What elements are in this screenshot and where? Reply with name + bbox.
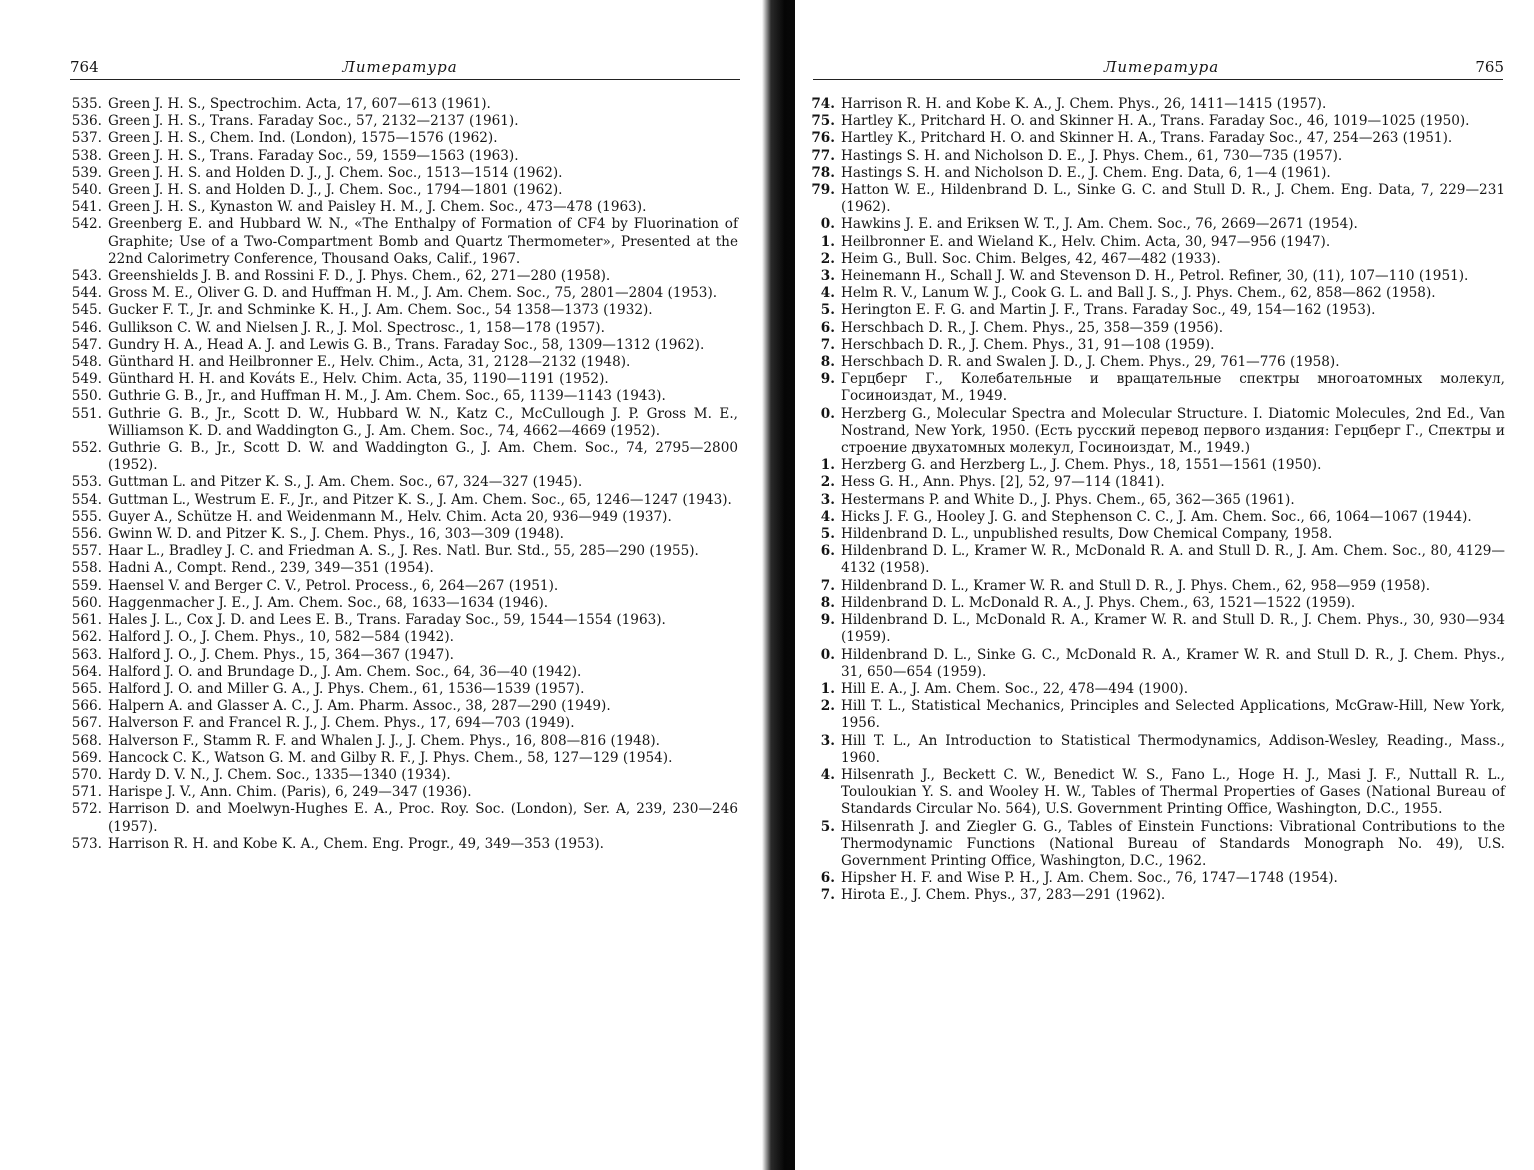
reference-number: 566. [71,698,102,715]
reference-number: 79. [811,182,835,199]
reference-text: Gundry H. A., Head A. J. and Lewis G. B., Trans. Faraday Soc., 58, 1309—1312 (1962). [108,336,705,353]
reference-number: 551. [71,405,102,422]
reference-text: Greenshields J. B. and Rossini F. D., J. Phys. Chem., 62, 271—280 (1958). [108,268,611,285]
reference-number: 571. [71,784,102,801]
reference-text: Hipsher H. F. and Wise P. H., J. Am. Chem. Soc., 76, 1747—1748 (1954). [841,870,1338,887]
reference-number: 4. [820,766,835,783]
reference-number: 7. [820,887,835,904]
reference-text: Harrison R. H. and Kobe K. A., Chem. Eng. Progr., 49, 349—353 (1953). [108,835,604,852]
reference-text: Haar L., Bradley J. C. and Friedman A. S., J. Res. Natl. Bur. Std., 55, 285—290 (1955). [108,543,699,560]
reference-text: Guthrie G. B., Jr., Scott D. W. and Waddington G., J. Am. Chem. Soc., 74, 2795—2800 (1952). [108,440,738,474]
reference-number: 1. [820,680,835,697]
reference-entry [803,543,1505,577]
reference-text: Hill T. L., Statistical Mechanics, Principles and Selected Applications, McGraw-Hill, New York, 1956. [841,698,1505,732]
reference-number: 543. [71,268,102,285]
reference-number: 545. [71,302,102,319]
reference-number: 7. [820,577,835,594]
reference-text: Hildenbrand D. L. McDonald R. A., J. Phys. Chem., 63, 1521—1522 (1959). [841,594,1356,611]
header-rule [813,79,1503,80]
reference-entry [66,629,738,646]
reference-entry [803,681,1505,698]
reference-entry [66,182,738,199]
reference-entry [66,578,738,595]
reference-text: Gullikson C. W. and Nielsen J. R., J. Mol. Spectrosc., 1, 158—178 (1957). [108,319,605,336]
reference-entry [66,681,738,698]
reference-number: 1. [820,457,835,474]
reference-entry [803,526,1505,543]
reference-text: Halverson F. and Francel R. J., J. Chem. Phys., 17, 694—703 (1949). [108,715,575,732]
reference-text: Герцберг Г., Колебательные и вращательные спектры многоатомных молекул, Госиноиздат, М., 1949. [841,371,1505,405]
reference-entry [803,216,1505,233]
reference-entry [803,819,1505,871]
reference-entry [66,750,738,767]
reference-entry [803,733,1505,767]
reference-text: Hancock C. K., Watson G. M. and Gilby R. F., J. Phys. Chem., 58, 127—129 (1954). [108,749,673,766]
reference-entry [803,767,1505,819]
reference-number: 77. [811,147,835,164]
reference-text: Hess G. H., Ann. Phys. [2], 52, 97—114 (1841). [841,474,1165,491]
reference-number: 563. [71,646,102,663]
reference-number: 544. [71,285,102,302]
reference-number: 552. [71,440,102,457]
reference-entry [66,767,738,784]
reference-text: Herzberg G., Molecular Spectra and Molecular Structure. I. Diatomic Molecules, 2nd Ed., Van Nostrand, New York, 1950. (Есть русский перевод первого издания: Герцберг Г., Спектры и строение двухатомных молекул, Госиноиздат, М., 1949.) [841,405,1505,457]
reference-text: Heinemann H., Schall J. W. and Stevenson D. H., Petrol. Refiner, 30, (11), 107—110 (1951). [841,268,1469,285]
reference-number: 549. [71,371,102,388]
reference-number: 537. [71,130,102,147]
reference-number: 565. [71,680,102,697]
reference-text: Hildenbrand D. L., unpublished results, Dow Chemical Company, 1958. [841,526,1333,543]
reference-entry [66,440,738,474]
reference-number: 558. [71,560,102,577]
reference-entry [803,474,1505,491]
reference-entry [803,406,1505,458]
reference-entry [66,560,738,577]
reference-text: Hildenbrand D. L., McDonald R. A., Kramer W. R. and Stull D. R., J. Chem. Phys., 30, 930—934 (1959). [841,612,1505,646]
reference-number: 7. [820,336,835,353]
reference-text: Green J. H. S., Trans. Faraday Soc., 57, 2132—2137 (1961). [108,113,519,130]
reference-number: 1. [820,233,835,250]
reference-number: 5. [820,818,835,835]
reference-text: Halverson F., Stamm R. F. and Whalen J. J., J. Chem. Phys., 16, 808—816 (1948). [108,732,660,749]
reference-number: 2. [820,698,835,715]
reference-number: 535. [71,96,102,112]
reference-entry [803,234,1505,251]
reference-number: 2. [820,250,835,267]
reference-text: Green J. H. S., Chem. Ind. (London), 1575—1576 (1962). [108,130,498,147]
reference-entry [803,337,1505,354]
reference-text: Hildenbrand D. L., Kramer W. R. and Stull D. R., J. Phys. Chem., 62, 958—959 (1958). [841,577,1431,594]
reference-entry [66,354,738,371]
reference-text: Greenberg E. and Hubbard W. N., «The Enthalpy of Formation of CF4 by Fluorination of Graphite; Use of a Two-Compartment Bomb and Quartz Thermometer», Presented at the 22nd Calorimetry Conference, Thousand Oaks, Calif., 1967. [108,216,738,267]
reference-number: 0. [820,216,835,233]
reference-text: Heim G., Bull. Soc. Chim. Belges, 42, 467—482 (1933). [841,250,1221,267]
reference-entry [66,647,738,664]
reference-entry [803,268,1505,285]
reference-number: 0. [820,405,835,422]
reference-text: Herschbach D. R. and Swalen J. D., J. Chem. Phys., 29, 761—776 (1958). [841,354,1340,371]
reference-entry [803,870,1505,887]
running-head [70,52,730,82]
reference-entry [66,526,738,543]
reference-list [66,96,738,853]
reference-number: 555. [71,508,102,525]
reference-entry [66,388,738,405]
reference-text: Hilsenrath J., Beckett C. W., Benedict W. S., Fano L., Hoge H. J., Masi J. F., Nuttall R. L., Touloukian Y. S. and Wooley H. W., Tables of Thermal Properties of Gases (National Bureau of Standards Circular No. 564), U.S. Government Printing Office, Washington, D.C., 1955. [841,766,1505,818]
reference-number: 76. [811,130,835,147]
reference-text: Guyer A., Schütze H. and Weidenmann M., Helv. Chim. Acta 20, 936—949 (1937). [108,508,672,525]
reference-number: 4. [820,508,835,525]
reference-text: Herschbach D. R., J. Chem. Phys., 25, 358—359 (1956). [841,319,1224,336]
reference-text: Hestermans P. and White D., J. Phys. Chem., 65, 362—365 (1961). [841,491,1295,508]
reference-text: Guthrie G. B., Jr., and Huffman H. M., J. Am. Chem. Soc., 65, 1139—1143 (1943). [108,388,666,405]
reference-entry [66,474,738,491]
reference-number: 8. [820,594,835,611]
reference-entry [66,733,738,750]
reference-entry [66,492,738,509]
reference-text: Halford J. O., J. Chem. Phys., 15, 364—367 (1947). [108,646,454,663]
reference-entry [803,595,1505,612]
reference-number: 6. [820,870,835,887]
reference-text: Hicks J. F. G., Hooley J. G. and Stephenson C. C., J. Am. Chem. Soc., 66, 1064—1067 (1944). [841,508,1472,525]
reference-entry [803,148,1505,165]
reference-number: 78. [811,164,835,181]
reference-entry [803,457,1505,474]
reference-entry [66,836,738,853]
reference-number: 541. [71,199,102,216]
reference-number: 559. [71,577,102,594]
reference-text: Gucker F. T., Jr. and Schminke K. H., J. Am. Chem. Soc., 54 1358—1373 (1932). [108,302,653,319]
reference-entry [66,612,738,629]
running-title: Литература [342,58,458,76]
reference-number: 542. [71,216,102,233]
reference-number: 9. [820,371,835,388]
reference-entry [66,543,738,560]
reference-text: Hastings S. H. and Nicholson D. E., J. Phys. Chem., 61, 730—735 (1957). [841,147,1343,164]
reference-number: 5. [820,526,835,543]
reference-number: 75. [811,113,835,130]
reference-number: 9. [820,612,835,629]
header-rule [70,79,740,80]
reference-text: Guttman L., Westrum E. F., Jr., and Pitzer K. S., J. Am. Chem. Soc., 65, 1246—1247 (1943). [108,491,732,508]
reference-entry [66,664,738,681]
reference-entry [803,371,1505,405]
reference-text: Gross M. E., Oliver G. D. and Huffman H. M., J. Am. Chem. Soc., 75, 2801—2804 (1953). [108,285,718,302]
reference-entry [803,130,1505,147]
reference-number: 3. [820,732,835,749]
reference-entry [803,320,1505,337]
reference-text: Hirota E., J. Chem. Phys., 37, 283—291 (1962). [841,887,1166,904]
right-page [795,0,1534,1170]
reference-entry [66,130,738,147]
reference-entry [803,354,1505,371]
reference-text: Green J. H. S. and Holden D. J., J. Chem. Soc., 1794—1801 (1962). [108,182,563,199]
reference-entry [66,406,738,440]
reference-entry [803,285,1505,302]
reference-entry [66,337,738,354]
reference-number: 560. [71,594,102,611]
reference-number: 536. [71,113,102,130]
reference-number: 557. [71,543,102,560]
reference-entry [803,887,1505,904]
reference-entry [66,784,738,801]
reference-entry [803,509,1505,526]
reference-text: Harrison D. and Moelwyn-Hughes E. A., Proc. Roy. Soc. (London), Ser. A, 239, 230—246 (1957). [108,801,738,835]
reference-text: Guttman L. and Pitzer K. S., J. Am. Chem. Soc., 67, 324—327 (1945). [108,474,583,491]
reference-text: Green J. H. S., Trans. Faraday Soc., 59, 1559—1563 (1963). [108,147,519,164]
reference-entry [66,698,738,715]
reference-text: Hartley K., Pritchard H. O. and Skinner H. A., Trans. Faraday Soc., 46, 1019—1025 (1950). [841,113,1470,130]
reference-text: Gwinn W. D. and Pitzer K. S., J. Chem. Phys., 16, 303—309 (1948). [108,526,564,543]
reference-text: Green J. H. S., Spectrochim. Acta, 17, 607—613 (1961). [108,96,491,112]
reference-number: 561. [71,612,102,629]
reference-entry [803,96,1505,113]
reference-entry [66,509,738,526]
reference-entry [66,801,738,835]
reference-number: 2. [820,474,835,491]
reference-text: Hartley K., Pritchard H. O. and Skinner H. A., Trans. Faraday Soc., 47, 254—263 (1951). [841,130,1453,147]
reference-text: Herzberg G. and Herzberg L., J. Chem. Phys., 18, 1551—1561 (1950). [841,457,1322,474]
reference-text: Haensel V. and Berger C. V., Petrol. Process., 6, 264—267 (1951). [108,577,559,594]
page-number: 765 [1475,58,1504,76]
reference-entry [66,148,738,165]
reference-text: Halford J. O., J. Chem. Phys., 10, 582—584 (1942). [108,629,454,646]
reference-text: Halford J. O. and Brundage D., J. Am. Chem. Soc., 64, 36—40 (1942). [108,663,582,680]
reference-number: 538. [71,147,102,164]
page-number: 764 [70,58,99,76]
reference-entry [66,268,738,285]
reference-number: 569. [71,749,102,766]
reference-entry [803,302,1505,319]
reference-number: 573. [71,835,102,852]
reference-text: Haggenmacher J. E., J. Am. Chem. Soc., 68, 1633—1634 (1946). [108,594,549,611]
reference-text: Hadni A., Compt. Rend., 239, 349—351 (1954). [108,560,434,577]
reference-entry [803,251,1505,268]
reference-text: Herschbach D. R., J. Chem. Phys., 31, 91—108 (1959). [841,336,1215,353]
reference-text: Helm R. V., Lanum W. J., Cook G. L. and Ball J. S., J. Phys. Chem., 62, 858—862 (1958). [841,285,1436,302]
reference-entry [66,216,738,268]
reference-entry [66,302,738,319]
reference-number: 567. [71,715,102,732]
reference-number: 5. [820,302,835,319]
reference-entry [803,647,1505,681]
reference-number: 3. [820,268,835,285]
reference-entry [803,492,1505,509]
reference-entry [66,199,738,216]
reference-entry [803,698,1505,732]
reference-entry [66,715,738,732]
reference-text: Hales J. L., Cox J. D. and Lees E. B., Trans. Faraday Soc., 59, 1544—1554 (1963). [108,612,666,629]
reference-number: 6. [820,319,835,336]
reference-number: 546. [71,319,102,336]
reference-text: Hastings S. H. and Nicholson D. E., J. Chem. Eng. Data, 6, 1—4 (1961). [841,164,1331,181]
reference-text: Hill E. A., J. Am. Chem. Soc., 22, 478—494 (1900). [841,680,1189,697]
reference-entry [803,612,1505,646]
left-page [0,0,765,1170]
reference-number: 547. [71,336,102,353]
reference-text: Herington E. F. G. and Martin J. F., Trans. Faraday Soc., 49, 154—162 (1953). [841,302,1376,319]
reference-text: Green J. H. S. and Holden D. J., J. Chem. Soc., 1513—1514 (1962). [108,164,563,181]
reference-number: 74. [811,96,835,112]
reference-text: Günthard H. H. and Kováts E., Helv. Chim. Acta, 35, 1190—1191 (1952). [108,371,609,388]
reference-number: 553. [71,474,102,491]
reference-entry [66,595,738,612]
reference-text: Hardy D. V. N., J. Chem. Soc., 1335—1340 (1934). [108,766,451,783]
reference-number: 540. [71,182,102,199]
reference-list [803,96,1505,905]
reference-text: Heilbronner E. and Wieland K., Helv. Chim. Acta, 30, 947—956 (1947). [841,233,1331,250]
reference-text: Harrison R. H. and Kobe K. A., J. Chem. Phys., 26, 1411—1415 (1957). [841,96,1327,112]
reference-entry [66,371,738,388]
reference-text: Green J. H. S., Kynaston W. and Paisley H. M., J. Chem. Soc., 473—478 (1963). [108,199,647,216]
reference-number: 570. [71,766,102,783]
reference-entry [803,113,1505,130]
reference-number: 0. [820,646,835,663]
reference-text: Halford J. O. and Miller G. A., J. Phys. Chem., 61, 1536—1539 (1957). [108,680,585,697]
running-head [819,52,1504,82]
reference-text: Hatton W. E., Hildenbrand D. L., Sinke G. C. and Stull D. R., J. Chem. Eng. Data, 7, 229—231 (1962). [841,182,1505,216]
reference-number: 548. [71,354,102,371]
reference-number: 564. [71,663,102,680]
reference-number: 550. [71,388,102,405]
reference-entry [66,320,738,337]
reference-text: Hildenbrand D. L., Sinke G. C., McDonald R. A., Kramer W. R. and Stull D. R., J. Chem. Phys., 31, 650—654 (1959). [841,646,1505,680]
reference-entry [66,96,738,113]
reference-number: 539. [71,164,102,181]
reference-number: 556. [71,526,102,543]
reference-text: Harispe J. V., Ann. Chim. (Paris), 6, 249—347 (1936). [108,784,472,801]
reference-text: Günthard H. and Heilbronner E., Helv. Chim., Acta, 31, 2128—2132 (1948). [108,354,631,371]
reference-entry [803,182,1505,216]
running-title: Литература [1103,58,1220,76]
reference-entry [66,113,738,130]
reference-entry [803,578,1505,595]
reference-text: Hilsenrath J. and Ziegler G. G., Tables of Einstein Functions: Vibrational Contributions to the Thermodynamic Functions (National Bureau of Standards Monograph No. 49), U.S. Government Printing Office, Washington, D.C., 1962. [841,818,1505,869]
reference-text: Hawkins J. E. and Eriksen W. T., J. Am. Chem. Soc., 76, 2669—2671 (1954). [841,216,1358,233]
reference-number: 3. [820,491,835,508]
reference-entry [66,165,738,182]
reference-number: 4. [820,285,835,302]
reference-text: Hildenbrand D. L., Kramer W. R., McDonald R. A. and Stull D. R., J. Am. Chem. Soc., 80, 4129—4132 (1958). [841,543,1505,577]
reference-number: 562. [71,629,102,646]
reference-entry [803,165,1505,182]
reference-text: Halpern A. and Glasser A. C., J. Am. Pharm. Assoc., 38, 287—290 (1949). [108,698,611,715]
reference-text: Guthrie G. B., Jr., Scott D. W., Hubbard W. N., Katz C., McCullough J. P. Gross M. E., Williamson K. D. and Waddington G., J. Am. Chem. Soc., 74, 4662—4669 (1952). [108,405,738,439]
reference-number: 568. [71,732,102,749]
reference-number: 8. [820,354,835,371]
reference-text: Hill T. L., An Introduction to Statistical Thermodynamics, Addison-Wesley, Reading., Mass., 1960. [841,732,1505,766]
reference-number: 554. [71,491,102,508]
reference-number: 6. [820,543,835,560]
reference-entry [66,285,738,302]
reference-number: 572. [71,801,102,818]
